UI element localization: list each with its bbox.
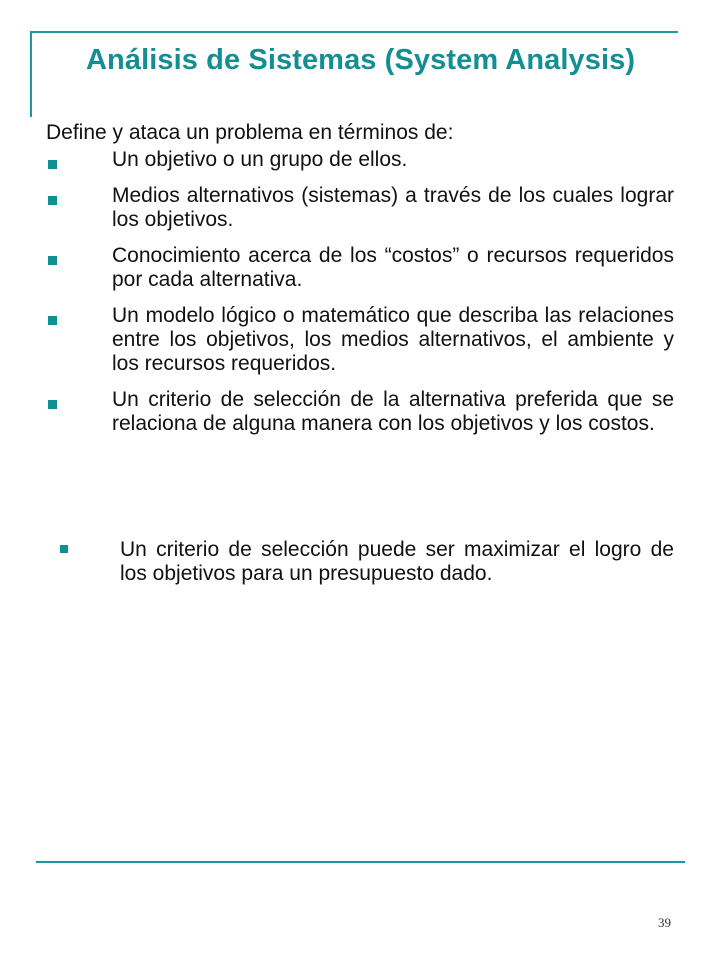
square-bullet-icon [60, 545, 68, 553]
list-item-text: Medios alternativos (sistemas) a través de los cuales lograr los objetivos. [112, 184, 674, 231]
slide-frame-left-rule [30, 31, 32, 117]
slide-title: Análisis de Sistemas (System Analysis) [86, 44, 636, 76]
note-text: Un criterio de selección puede ser maximizar el logro de los objetivos para un presupuesto dado. [120, 538, 674, 585]
list-item-text: Un criterio de selección de la alternativa preferida que se relaciona de alguna manera con los objetivos y los costos. [112, 388, 674, 435]
intro-text: Define y ataca un problema en términos de: [46, 121, 454, 144]
list-item [46, 244, 674, 292]
square-bullet-icon [48, 256, 57, 265]
square-bullet-icon [48, 160, 57, 169]
square-bullet-icon [48, 316, 57, 325]
square-bullet-icon [48, 400, 57, 409]
note-item [60, 538, 674, 586]
slide-frame-top-rule [30, 31, 678, 33]
page-number: 39 [658, 915, 671, 930]
list-item [46, 388, 674, 436]
list-item-text: Un objetivo o un grupo de ellos. [112, 148, 408, 171]
list-item [46, 304, 674, 376]
slide-footer-rule [36, 861, 685, 863]
list-item [46, 184, 674, 232]
list-item [46, 148, 674, 172]
note-list [60, 538, 674, 598]
list-item-text: Un modelo lógico o matemático que describa las relaciones entre los objetivos, los medios alternativos, el ambiente y los recursos requeridos. [112, 304, 674, 375]
bullet-list [46, 148, 674, 448]
list-item-text: Conocimiento acerca de los “costos” o recursos requeridos por cada alternativa. [112, 244, 674, 291]
square-bullet-icon [48, 196, 57, 205]
